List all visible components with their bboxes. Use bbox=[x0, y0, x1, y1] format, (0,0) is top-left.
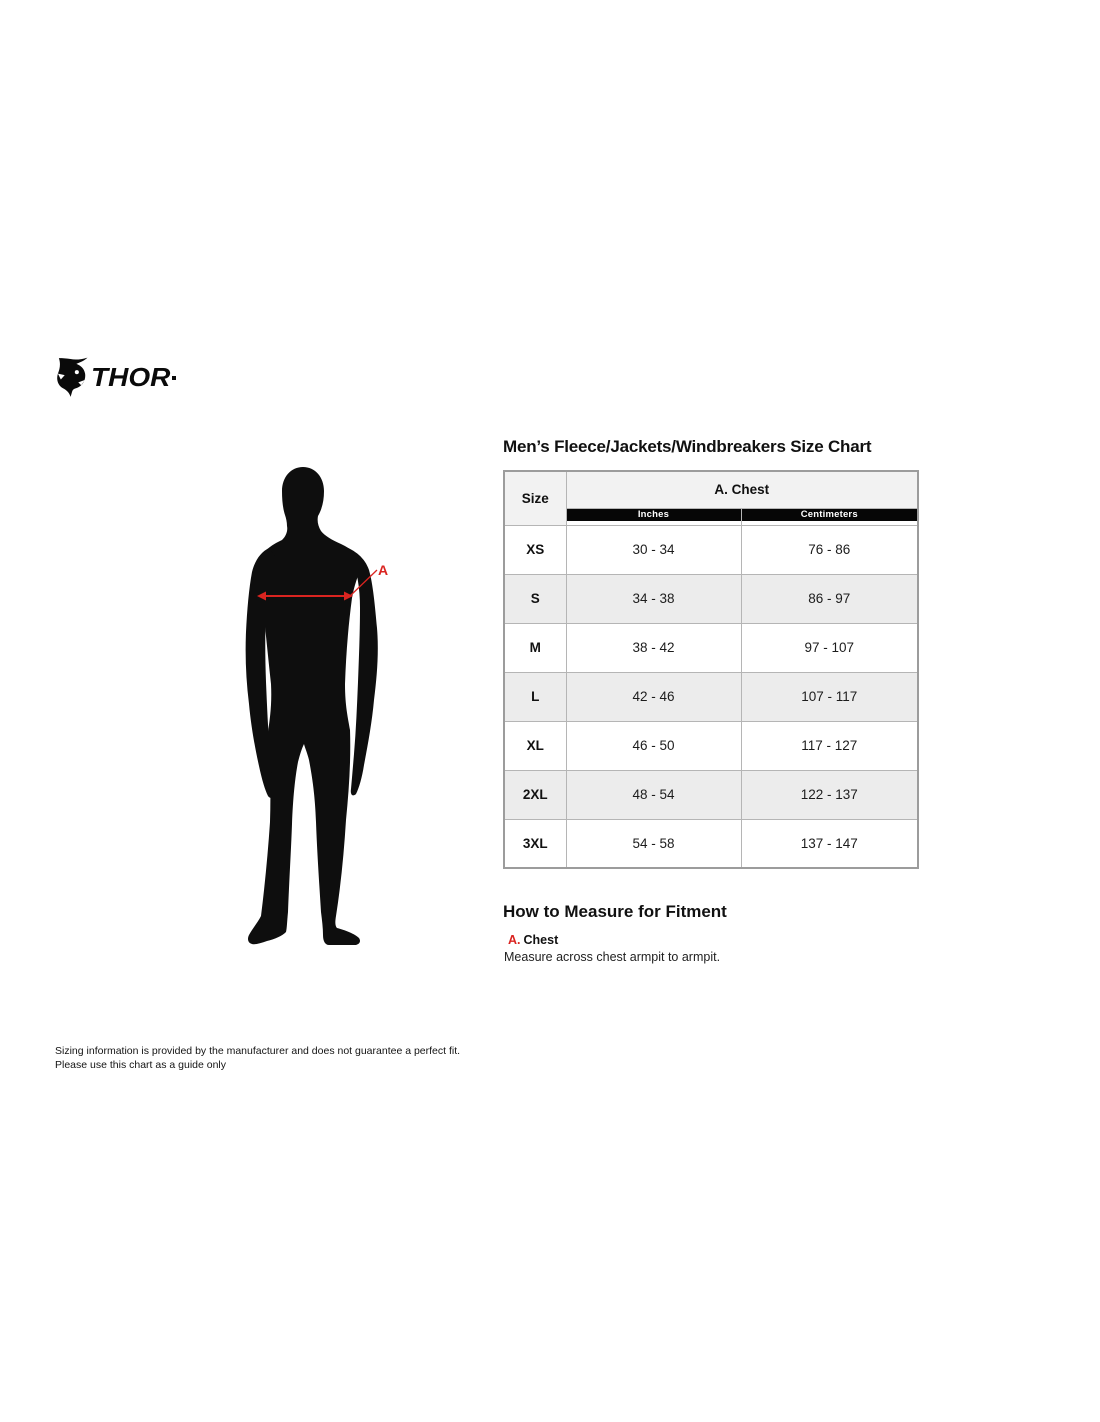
centimeters-cell: 122 - 137 bbox=[741, 770, 918, 819]
chest-marker-label: A bbox=[378, 562, 389, 578]
brand-logo-text: THOR bbox=[91, 363, 171, 392]
inches-cell: 42 - 46 bbox=[566, 672, 741, 721]
centimeters-cell: 86 - 97 bbox=[741, 574, 918, 623]
brand-logo-period bbox=[172, 376, 176, 380]
inches-header-cell bbox=[566, 508, 741, 525]
inches-cell: 38 - 42 bbox=[566, 623, 741, 672]
inches-cell: 46 - 50 bbox=[566, 721, 741, 770]
measure-item-name: Chest bbox=[523, 933, 559, 947]
size-cell: 2XL bbox=[504, 770, 566, 819]
disclaimer-line-1: Sizing information is provided by the manufacturer and does not guarantee a perfect fit. bbox=[55, 1045, 461, 1057]
centimeters-header-cell bbox=[741, 508, 918, 525]
table-row bbox=[504, 672, 918, 721]
table-row bbox=[504, 721, 918, 770]
thor-goat-icon bbox=[55, 357, 88, 398]
table-row bbox=[504, 623, 918, 672]
inches-cell: 34 - 38 bbox=[566, 574, 741, 623]
centimeters-cell: 137 - 147 bbox=[741, 819, 918, 868]
size-cell: S bbox=[504, 574, 566, 623]
sizing-disclaimer bbox=[55, 1045, 460, 1072]
inches-header-label: Inches bbox=[567, 509, 741, 521]
size-chart-table bbox=[503, 470, 919, 869]
chest-group-header: A. Chest bbox=[566, 471, 918, 508]
size-column-header: Size bbox=[504, 471, 566, 525]
centimeters-header-label: Centimeters bbox=[742, 509, 918, 521]
size-cell: XS bbox=[504, 525, 566, 574]
table-row bbox=[504, 770, 918, 819]
body-silhouette-figure bbox=[225, 460, 400, 955]
size-cell: 3XL bbox=[504, 819, 566, 868]
table-row bbox=[504, 574, 918, 623]
inches-cell: 54 - 58 bbox=[566, 819, 741, 868]
disclaimer-line-2: Please use this chart as a guide only bbox=[55, 1058, 227, 1071]
how-to-measure-heading: How to Measure for Fitment bbox=[503, 902, 727, 921]
centimeters-cell: 97 - 107 bbox=[741, 623, 918, 672]
measure-item-key: A. bbox=[508, 933, 521, 947]
table-row bbox=[504, 819, 918, 868]
centimeters-cell: 117 - 127 bbox=[741, 721, 918, 770]
inches-cell: 30 - 34 bbox=[566, 525, 741, 574]
size-cell: XL bbox=[504, 721, 566, 770]
inches-cell: 48 - 54 bbox=[566, 770, 741, 819]
table-row bbox=[504, 525, 918, 574]
size-cell: L bbox=[504, 672, 566, 721]
size-chart-title: Men’s Fleece/Jackets/Windbreakers Size Chart bbox=[503, 437, 872, 456]
size-table-body bbox=[504, 525, 918, 868]
measure-item-title bbox=[508, 933, 558, 947]
measure-item-description: Measure across chest armpit to armpit. bbox=[504, 950, 721, 964]
brand-logo bbox=[55, 357, 176, 398]
size-cell: M bbox=[504, 623, 566, 672]
body-silhouette-svg bbox=[225, 460, 400, 955]
centimeters-cell: 107 - 117 bbox=[741, 672, 918, 721]
centimeters-cell: 76 - 86 bbox=[741, 525, 918, 574]
